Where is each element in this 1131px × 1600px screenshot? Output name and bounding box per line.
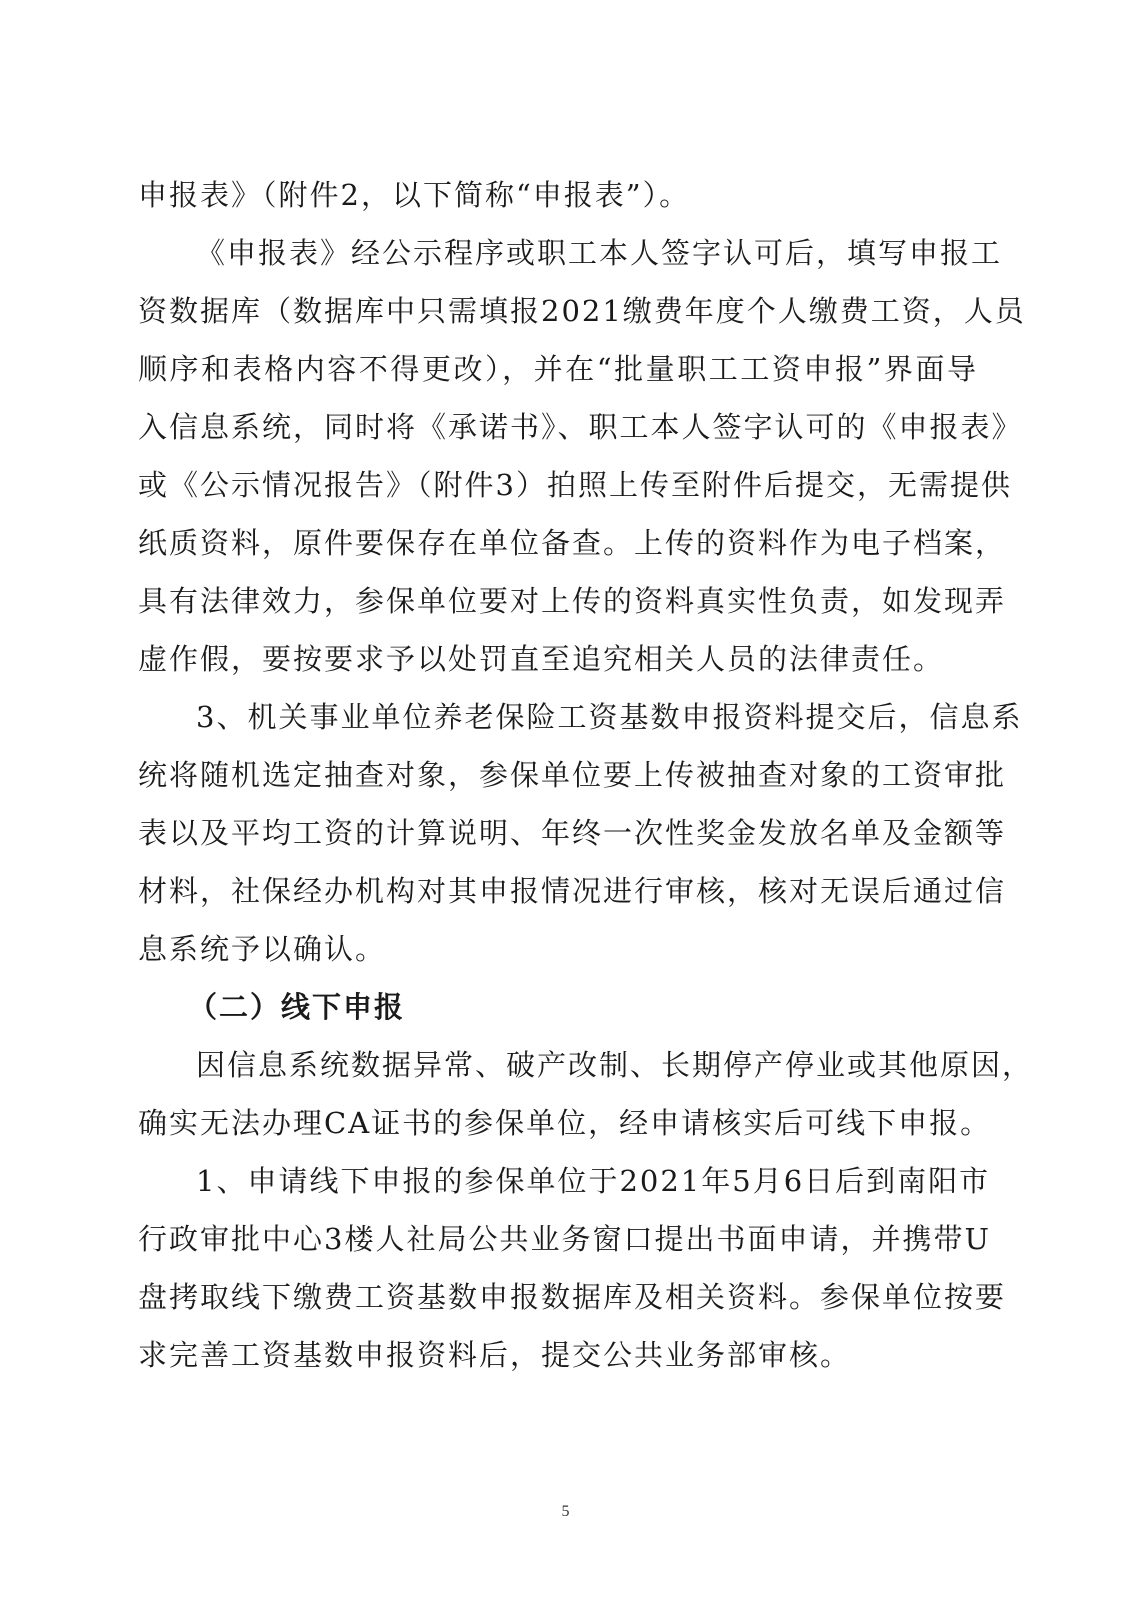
text-line: 申报表》（附件2，以下简称“申报表”）。 [138, 178, 691, 212]
text-line: 虚作假，要按要求予以处罚直至追究相关人员的法律责任。 [138, 642, 945, 676]
text-line: 纸质资料，原件要保存在单位备查。上传的资料作为电子档案， [138, 526, 1007, 560]
page-number: 5 [561, 1503, 570, 1520]
body-text [138, 166, 1034, 1384]
text-line: 表以及平均工资的计算说明、年终一次性奖金发放名单及金额等 [138, 816, 1007, 850]
section-heading: （二）线下申报 [188, 990, 406, 1024]
text-line: 行政审批中心3楼人社局公共业务窗口提出书面申请，并携带U [138, 1222, 991, 1256]
text-line: 顺序和表格内容不得更改），并在“批量职工工资申报”界面导 [138, 352, 978, 386]
text-line: 息系统予以确认。 [138, 932, 387, 966]
text-line: 具有法律效力，参保单位要对上传的资料真实性负责，如发现弄 [138, 584, 1007, 618]
text-line: 确实无法办理CA证书的参保单位，经申请核实后可线下申报。 [138, 1106, 992, 1140]
text-line: 盘拷取线下缴费工资基数申报数据库及相关资料。参保单位按要 [138, 1280, 1007, 1314]
text-line: 资数据库（数据库中只需填报2021缴费年度个人缴费工资，人员 [138, 294, 1026, 328]
text-line: 《申报表》经公示程序或职工本人签字认可后，填写申报工 [196, 236, 1003, 270]
text-line: 3、机关事业单位养老保险工资基数申报资料提交后，信息系 [196, 700, 1023, 734]
text-line: 求完善工资基数申报资料后，提交公共业务部审核。 [138, 1338, 852, 1372]
text-line: 因信息系统数据异常、破产改制、长期停产停业或其他原因， [196, 1048, 1034, 1082]
text-line: 1、申请线下申报的参保单位于2021年5月6日后到南阳市 [196, 1164, 991, 1198]
text-line: 或《公示情况报告》（附件3）拍照上传至附件后提交，无需提供 [138, 468, 1012, 502]
text-line: 入信息系统，同时将《承诺书》、职工本人签字认可的《申报表》 [138, 410, 1023, 444]
text-line: 统将随机选定抽查对象，参保单位要上传被抽查对象的工资审批 [138, 758, 1007, 792]
text-line: 材料，社保经办机构对其申报情况进行审核，核对无误后通过信 [138, 874, 1007, 908]
